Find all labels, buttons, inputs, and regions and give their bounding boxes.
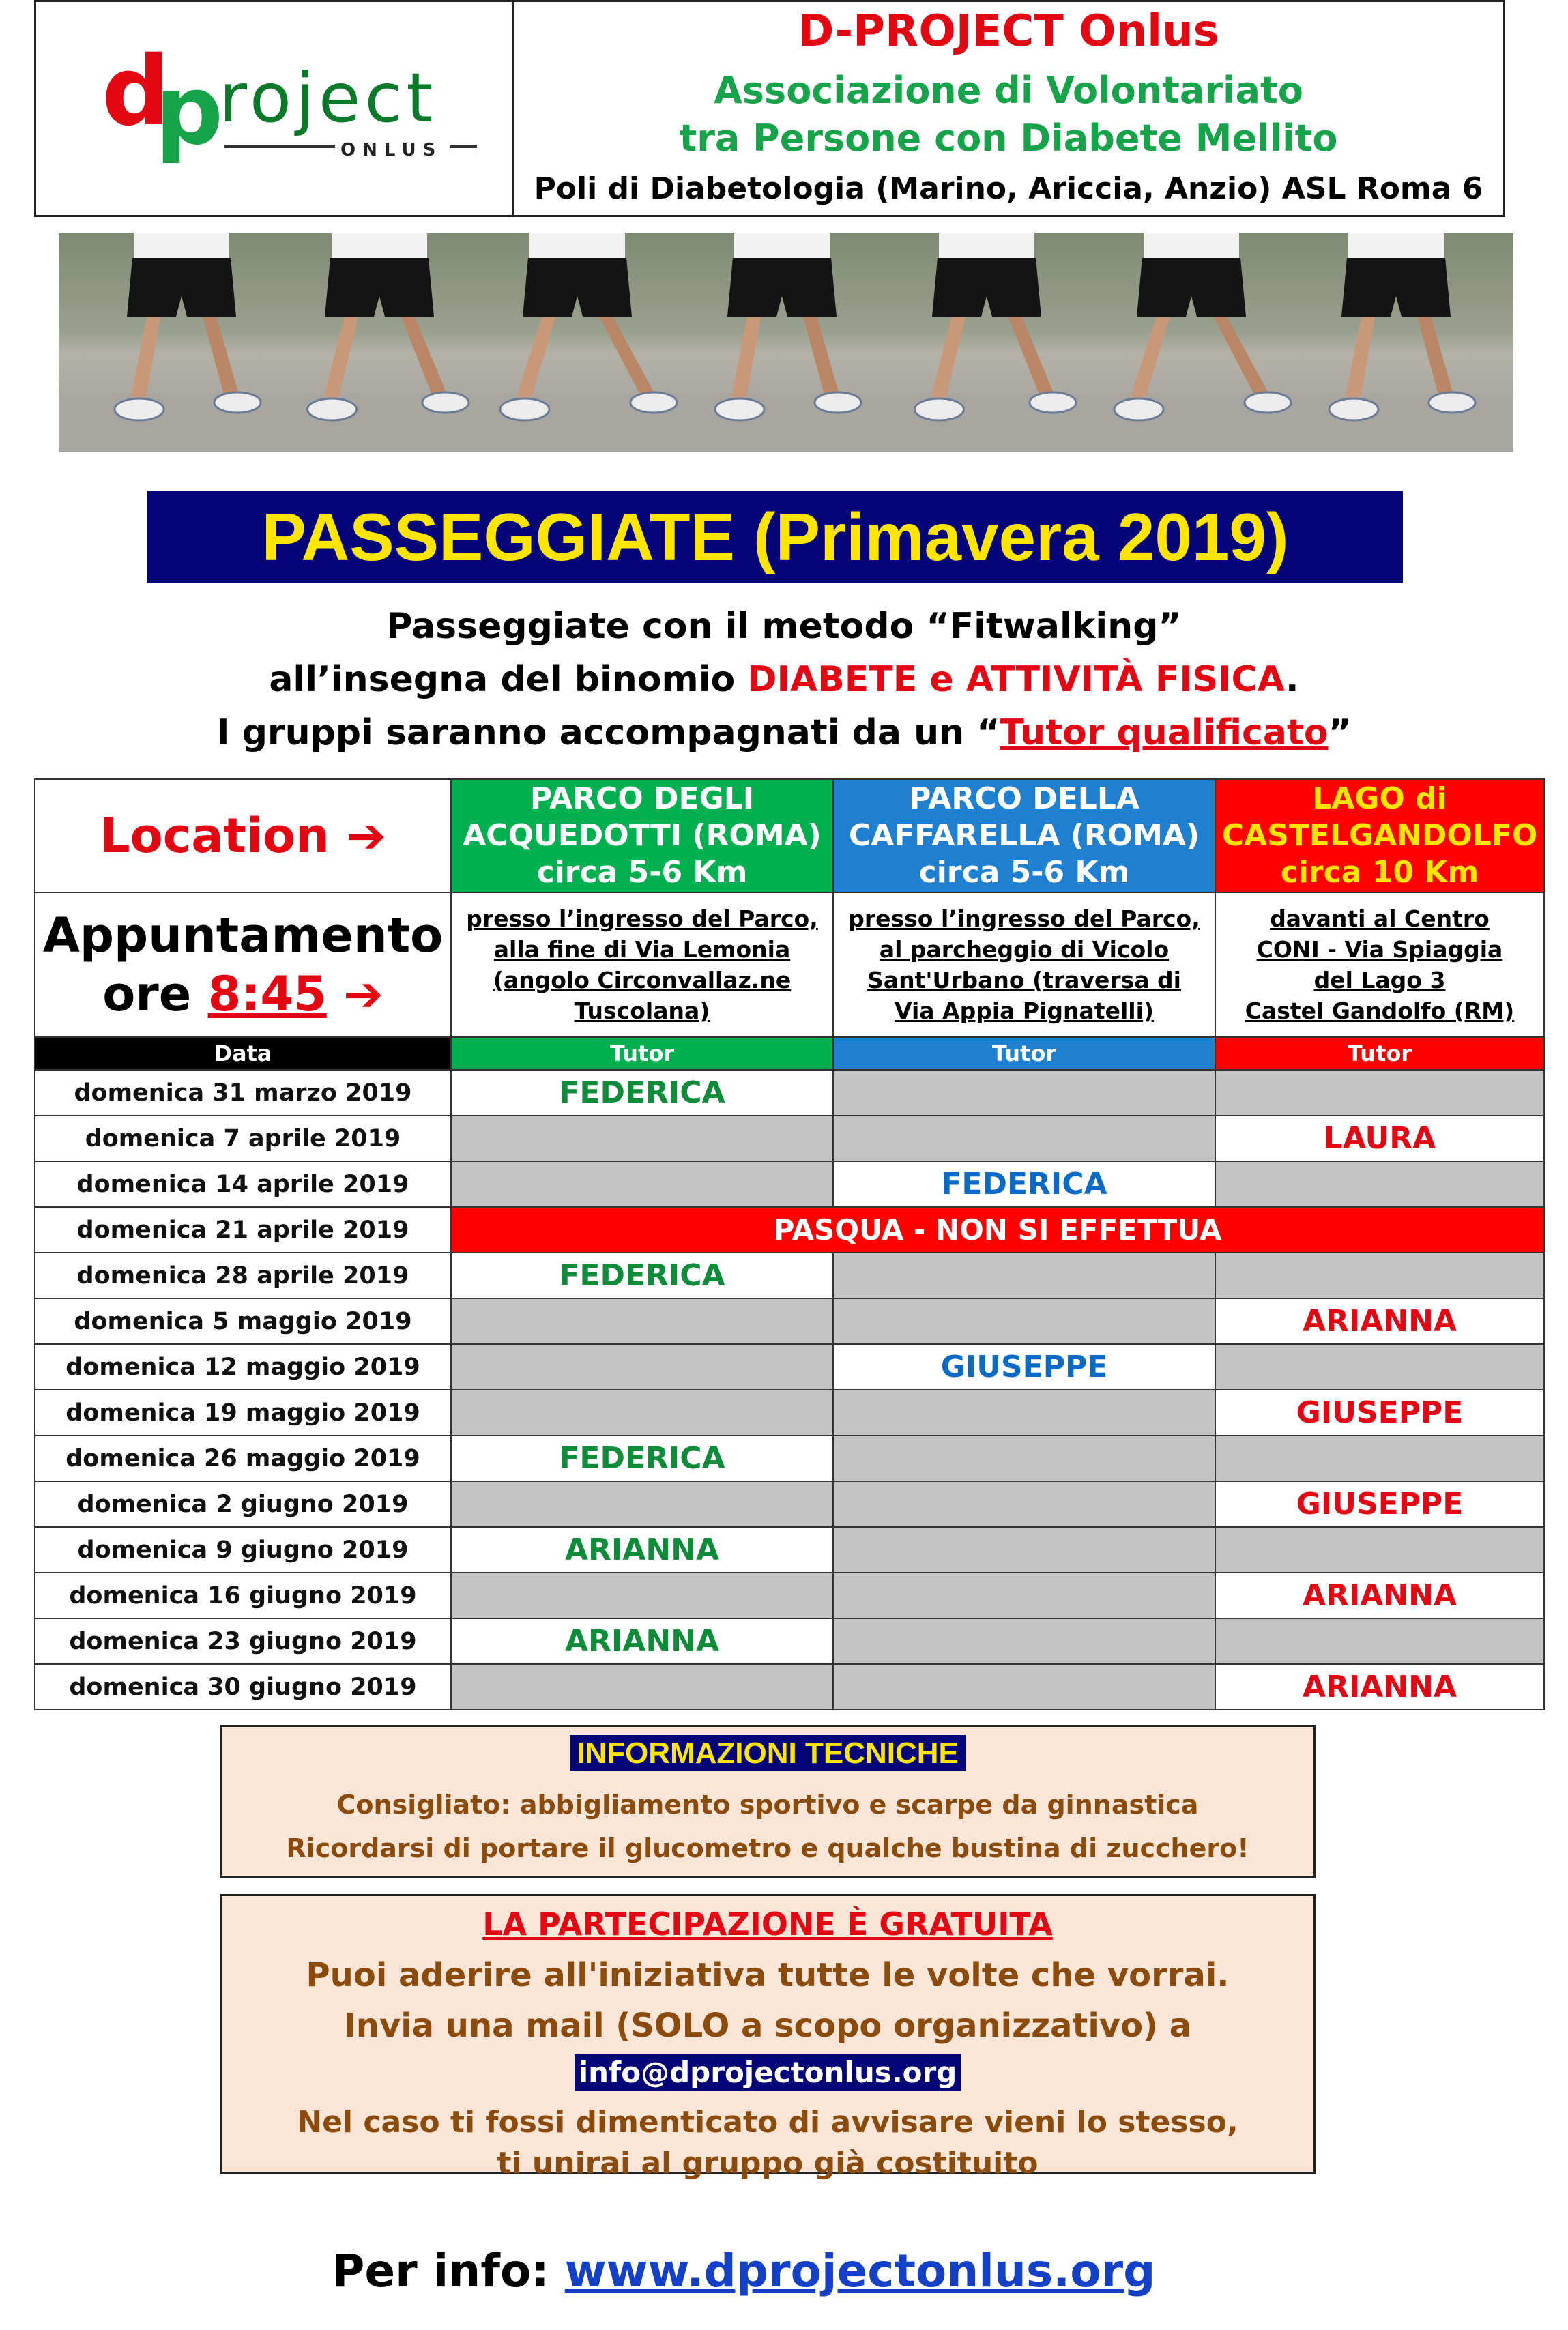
tutor-cell: ARIANNA [1215, 1573, 1544, 1618]
tutor-cell [833, 1070, 1215, 1116]
location-distance: circa 10 Km [1280, 855, 1479, 890]
tutor-cell: FEDERICA [451, 1070, 833, 1116]
tutor-cell [833, 1436, 1215, 1481]
tutor-cell [1215, 1070, 1544, 1116]
footer-url[interactable]: www.dprojectonlus.org [564, 2245, 1156, 2297]
org-name: D-PROJECT Onlus [798, 6, 1219, 57]
logo-d: d [102, 36, 171, 147]
tutor-cell: GIUSEPPE [1215, 1390, 1544, 1436]
org-info [514, 2, 1503, 215]
tech-info-box [220, 1725, 1316, 1878]
tech-info-line-2: Ricordarsi di portare il glucometro e qualche bustina di zucchero! [286, 1833, 1249, 1863]
table-row [35, 1390, 1544, 1436]
date-cell: domenica 7 aprile 2019 [35, 1116, 451, 1161]
logo-cell [36, 2, 514, 215]
tutor-cell [833, 1298, 1215, 1344]
location-name-1: PARCO DEGLI [529, 781, 755, 816]
tutor-cell [451, 1573, 833, 1618]
date-cell: domenica 23 giugno 2019 [35, 1618, 451, 1664]
footer-label: Per info: [332, 2245, 565, 2297]
location-castelgandolfo [1215, 779, 1544, 892]
participation-line-4: ti unirai al gruppo già costituito [497, 2146, 1039, 2181]
meeting-line: davanti al Centro [1270, 905, 1490, 932]
participation-box [220, 1894, 1316, 2181]
appointment-time-line [35, 965, 450, 1023]
table-row [35, 1527, 1544, 1573]
tutor-cell: ARIANNA [1215, 1664, 1544, 1710]
tutor-cell [833, 1253, 1215, 1298]
tutor-cell [833, 1116, 1215, 1161]
date-cell: domenica 14 aprile 2019 [35, 1161, 451, 1207]
date-cell: domenica 26 maggio 2019 [35, 1436, 451, 1481]
header-tutor: Tutor [451, 1037, 833, 1070]
location-distance: circa 5-6 Km [918, 855, 1130, 890]
date-cell: domenica 21 aprile 2019 [35, 1207, 451, 1253]
dproject-logo [102, 36, 484, 178]
participation-line-1: Puoi aderire all'iniziativa tutte le volte che vorrai. [306, 1956, 1230, 1994]
table-row [35, 1573, 1544, 1618]
appointment-label: Appuntamento [42, 907, 444, 963]
intro-line-3 [0, 712, 1568, 753]
location-name-1: LAGO di [1312, 781, 1447, 816]
table-row [35, 1344, 1544, 1390]
table-row [35, 1664, 1544, 1710]
participation-email-wrap [222, 2056, 1313, 2089]
logo-onlus: ONLUS [340, 140, 443, 160]
table-row [35, 1116, 1544, 1161]
tutor-cell: ARIANNA [451, 1527, 833, 1573]
tutor-cell: FEDERICA [451, 1436, 833, 1481]
meeting-line: CONI - Via Spiaggia [1256, 936, 1503, 963]
table-row [35, 1161, 1544, 1207]
tutor-cell [833, 1618, 1215, 1664]
tech-info-line-1: Consigliato: abbigliamento sportivo e scarpe da ginnastica [336, 1790, 1199, 1820]
tutor-cell [451, 1161, 833, 1207]
arrow-icon: ➔ [326, 966, 383, 1022]
footer [332, 2245, 1287, 2297]
meeting-line: Castel Gandolfo (RM) [1245, 997, 1515, 1024]
header [34, 0, 1505, 217]
special-notice-cell: PASQUA - NON SI EFFETTUA [451, 1207, 1544, 1253]
location-acquedotti [451, 779, 833, 892]
location-caffarella [833, 779, 1215, 892]
tutor-cell [833, 1481, 1215, 1527]
walking-legs-image [59, 233, 1513, 452]
intro-line-2 [0, 659, 1568, 700]
tutor-cell [1215, 1253, 1544, 1298]
org-subtitle-2: tra Persone con Diabete Mellito [679, 117, 1338, 160]
tutor-cell [451, 1298, 833, 1344]
date-cell: domenica 31 marzo 2019 [35, 1070, 451, 1116]
intro-line-3-pre: I gruppi saranno accompagnati da un “ [216, 712, 1000, 753]
appointment-row [35, 892, 1544, 1037]
date-cell: domenica 19 maggio 2019 [35, 1390, 451, 1436]
date-cell: domenica 2 giugno 2019 [35, 1481, 451, 1527]
tutor-cell [451, 1390, 833, 1436]
meeting-line: Via Appia Pignatelli) [895, 997, 1154, 1024]
participation-email[interactable]: info@dprojectonlus.org [575, 2054, 961, 2091]
table-row [35, 1618, 1544, 1664]
page-title: PASSEGGIATE (Primavera 2019) [147, 491, 1403, 583]
tutor-cell [1215, 1344, 1544, 1390]
tutor-cell [1215, 1618, 1544, 1664]
participation-line-3: Nel caso ti fossi dimenticato di avvisare vieni lo stesso, [297, 2105, 1238, 2140]
tutor-cell [451, 1664, 833, 1710]
tutor-cell [1215, 1436, 1544, 1481]
meeting-line: Sant'Urbano (traversa di [867, 967, 1181, 993]
date-cell: domenica 28 aprile 2019 [35, 1253, 451, 1298]
participation-heading: LA PARTECIPAZIONE È GRATUITA [482, 1906, 1053, 1942]
logo-text: roject [219, 58, 437, 138]
tutor-cell [451, 1116, 833, 1161]
date-cell: domenica 9 giugno 2019 [35, 1527, 451, 1573]
intro-line-1: Passeggiate con il metodo “Fitwalking” [386, 606, 1182, 647]
location-name-2: ACQUEDOTTI (ROMA) [463, 818, 822, 853]
date-cell: domenica 30 giugno 2019 [35, 1664, 451, 1710]
location-name-1: PARCO DELLA [909, 781, 1139, 816]
table-row [35, 1298, 1544, 1344]
appointment-time: 8:45 [207, 966, 327, 1022]
intro-line-2-pre: all’insegna del binomio [269, 659, 748, 700]
table-row [35, 1207, 1544, 1253]
tutor-cell [833, 1390, 1215, 1436]
date-cell: domenica 12 maggio 2019 [35, 1344, 451, 1390]
schedule-table [34, 778, 1545, 1710]
logo-underline-right [450, 145, 477, 148]
meeting-line: presso l’ingresso del Parco, [848, 905, 1200, 932]
location-label: Location ➔ [35, 779, 451, 892]
meeting-line: alla fine di Via Lemonia [493, 936, 791, 963]
meeting-line: Tuscolana) [574, 997, 710, 1024]
meeting-point-castelgandolfo [1215, 892, 1544, 1037]
tutor-cell: ARIANNA [451, 1618, 833, 1664]
tutor-cell: ARIANNA [1215, 1298, 1544, 1344]
meeting-line: presso l’ingresso del Parco, [466, 905, 818, 932]
org-subtitle-1: Associazione di Volontariato [714, 69, 1303, 112]
meeting-line: al parcheggio di Vicolo [879, 936, 1170, 963]
header-tutor: Tutor [1215, 1037, 1544, 1070]
table-row [35, 1070, 1544, 1116]
tutor-qualificato: Tutor qualificato [1000, 712, 1329, 753]
tutor-cell: FEDERICA [451, 1253, 833, 1298]
tutor-cell [1215, 1527, 1544, 1573]
meeting-line: (angolo Circonvallaz.ne [493, 967, 792, 993]
tutor-cell [451, 1344, 833, 1390]
table-row [35, 1436, 1544, 1481]
participation-line-2: Invia una mail (SOLO a scopo organizzativo) a [343, 2007, 1192, 2045]
meeting-point-acquedotti [451, 892, 833, 1037]
intro-line-2-highlight: DIABETE e ATTIVITÀ FISICA [747, 659, 1286, 700]
logo-underline [224, 145, 335, 148]
tutor-cell: GIUSEPPE [1215, 1481, 1544, 1527]
date-cell: domenica 16 giugno 2019 [35, 1573, 451, 1618]
tutor-cell: GIUSEPPE [833, 1344, 1215, 1390]
header-tutor: Tutor [833, 1037, 1215, 1070]
table-row [35, 1253, 1544, 1298]
tutor-cell [451, 1481, 833, 1527]
tutor-cell [833, 1664, 1215, 1710]
appointment-time-prefix: ore [102, 966, 208, 1022]
tutor-cell: LAURA [1215, 1116, 1544, 1161]
tutor-cell [833, 1527, 1215, 1573]
column-header-row [35, 1037, 1544, 1070]
appointment-label-cell [35, 892, 451, 1037]
tutor-cell [1215, 1161, 1544, 1207]
location-name-2: CASTELGANDOLFO [1221, 818, 1538, 853]
walking-photo [59, 233, 1513, 452]
tech-info-heading: INFORMAZIONI TECNICHE [570, 1735, 966, 1771]
meeting-line: del Lago 3 [1313, 967, 1446, 993]
intro-line-2-post: . [1285, 659, 1299, 700]
tutor-cell: FEDERICA [833, 1161, 1215, 1207]
tutor-cell [833, 1573, 1215, 1618]
location-name-2: CAFFARELLA (ROMA) [848, 818, 1200, 853]
logo-p: p [155, 55, 224, 166]
table-row [35, 1481, 1544, 1527]
tech-info-heading-wrap [222, 1736, 1313, 1771]
header-data: Data [35, 1037, 451, 1070]
meeting-point-caffarella [833, 892, 1215, 1037]
org-poli: Poli di Diabetologia (Marino, Ariccia, Anzio) ASL Roma 6 [534, 171, 1483, 206]
date-cell: domenica 5 maggio 2019 [35, 1298, 451, 1344]
location-distance: circa 5-6 Km [536, 855, 748, 890]
intro-line-3-post: ” [1328, 712, 1352, 753]
location-row [35, 779, 1544, 892]
